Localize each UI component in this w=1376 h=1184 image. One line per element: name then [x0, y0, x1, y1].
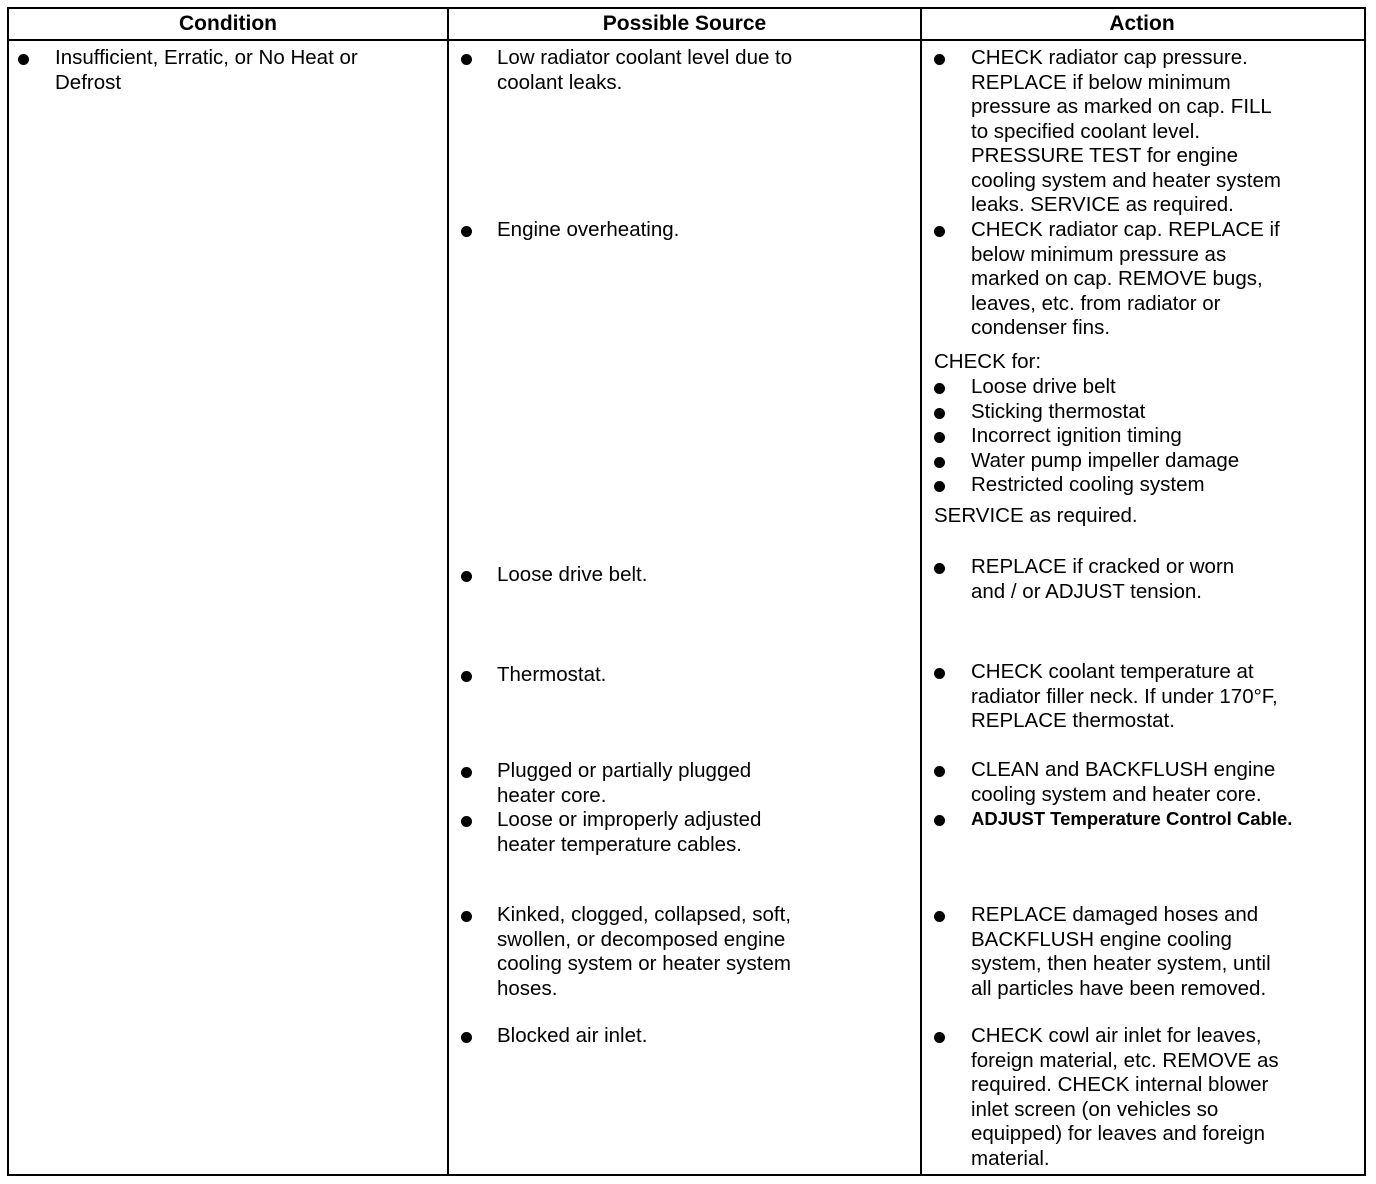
action-1-line-4: to specified coolant level.	[971, 119, 1201, 143]
bullet-icon	[934, 911, 945, 922]
check-for-item: Restricted cooling system	[971, 473, 1205, 496]
bullet-icon	[934, 1032, 945, 1043]
action-5-line-2: cooling system and heater core.	[971, 782, 1262, 806]
bullet-icon	[934, 457, 945, 468]
action-2-line-4: leaves, etc. from radiator or	[971, 291, 1221, 315]
action-7-line-4: all particles have been removed.	[971, 976, 1267, 1000]
check-for-item: Sticking thermostat	[971, 399, 1146, 423]
bullet-icon	[461, 671, 472, 682]
action-2-line-2: below minimum pressure as	[971, 242, 1227, 266]
bullet-icon	[934, 815, 945, 826]
action-1-line-1: CHECK radiator cap pressure.	[971, 46, 1248, 69]
action-1-line-5: PRESSURE TEST for engine	[971, 144, 1239, 167]
column-divider-2	[920, 9, 922, 1174]
check-for-item: Water pump impeller damage	[971, 448, 1240, 472]
source-7-line-1: Kinked, clogged, collapsed, soft,	[497, 903, 792, 926]
action-8-line-6: material.	[971, 1146, 1050, 1170]
header-condition: Condition	[179, 12, 277, 35]
header-possible-source: Possible Source	[602, 12, 767, 35]
action-5-line-1: CLEAN and BACKFLUSH engine	[971, 758, 1276, 781]
action-2-line-3: marked on cap. REMOVE bugs,	[971, 267, 1263, 290]
bullet-icon	[18, 54, 29, 65]
source-1-line-2: coolant leaks.	[497, 70, 623, 94]
check-for-item: Loose drive belt	[971, 375, 1116, 398]
source-7-line-3: cooling system or heater system	[497, 952, 791, 975]
action-7-line-3: system, then heater system, until	[971, 952, 1271, 975]
bullet-icon	[934, 668, 945, 679]
action-8-line-4: inlet screen (on vehicles so	[971, 1097, 1219, 1121]
header-action: Action	[1109, 12, 1175, 35]
bullet-icon	[934, 766, 945, 777]
check-for-outro: SERVICE as required.	[934, 504, 1138, 527]
bullet-icon	[934, 408, 945, 419]
source-1-line-1: Low radiator coolant level due to	[497, 46, 793, 69]
action-6-line-1: ADJUST Temperature Control Cable.	[971, 808, 1293, 829]
action-2-line-1: CHECK radiator cap. REPLACE if	[971, 218, 1280, 241]
condition-line-2: Defrost	[55, 70, 122, 94]
action-1-line-6: cooling system and heater system	[971, 168, 1281, 192]
source-4-line-1: Thermostat.	[497, 663, 607, 686]
action-8-line-2: foreign material, etc. REMOVE as	[971, 1048, 1279, 1072]
bullet-icon	[934, 481, 945, 492]
source-6-line-1: Loose or improperly adjusted	[497, 808, 762, 831]
action-8-line-5: equipped) for leaves and foreign	[971, 1122, 1266, 1145]
action-8-line-3: required. CHECK internal blower	[971, 1073, 1269, 1096]
action-7-line-2: BACKFLUSH engine cooling	[971, 927, 1232, 951]
source-5-line-1: Plugged or partially plugged	[497, 759, 752, 782]
bullet-icon	[934, 54, 945, 65]
bullet-icon	[934, 563, 945, 574]
action-7-line-1: REPLACE damaged hoses and	[971, 903, 1259, 926]
bullet-icon	[461, 911, 472, 922]
check-for-item: Incorrect ignition timing	[971, 424, 1182, 447]
action-8-line-1: CHECK cowl air inlet for leaves,	[971, 1024, 1262, 1047]
action-1-line-2: REPLACE if below minimum	[971, 70, 1231, 94]
action-3-line-1: REPLACE if cracked or worn	[971, 555, 1235, 578]
source-5-line-2: heater core.	[497, 783, 607, 807]
check-for-intro: CHECK for:	[934, 350, 1042, 373]
bullet-icon	[461, 54, 472, 65]
action-1-line-3: pressure as marked on cap. FILL	[971, 95, 1272, 118]
source-8-line-1: Blocked air inlet.	[497, 1024, 648, 1047]
action-2-line-5: condenser fins.	[971, 316, 1111, 339]
condition-line-1: Insufficient, Erratic, or No Heat or	[55, 46, 358, 69]
action-3-line-2: and / or ADJUST tension.	[971, 579, 1202, 603]
source-6-line-2: heater temperature cables.	[497, 832, 742, 856]
action-4-line-3: REPLACE thermostat.	[971, 709, 1175, 732]
source-3-line-1: Loose drive belt.	[497, 563, 648, 586]
bullet-icon	[461, 571, 472, 582]
bullet-icon	[934, 432, 945, 443]
bullet-icon	[934, 383, 945, 394]
source-7-line-2: swollen, or decomposed engine	[497, 927, 786, 951]
action-4-line-1: CHECK coolant temperature at	[971, 660, 1254, 683]
bullet-icon	[461, 767, 472, 778]
source-2-line-1: Engine overheating.	[497, 218, 680, 241]
bullet-icon	[461, 816, 472, 827]
action-1-line-7: leaks. SERVICE as required.	[971, 193, 1234, 216]
header-divider	[9, 39, 1364, 41]
bullet-icon	[461, 1032, 472, 1043]
action-4-line-2: radiator filler neck. If under 170°F,	[971, 684, 1278, 708]
source-7-line-4: hoses.	[497, 976, 558, 1000]
bullet-icon	[934, 226, 945, 237]
bullet-icon	[461, 226, 472, 237]
column-divider-1	[447, 9, 449, 1174]
